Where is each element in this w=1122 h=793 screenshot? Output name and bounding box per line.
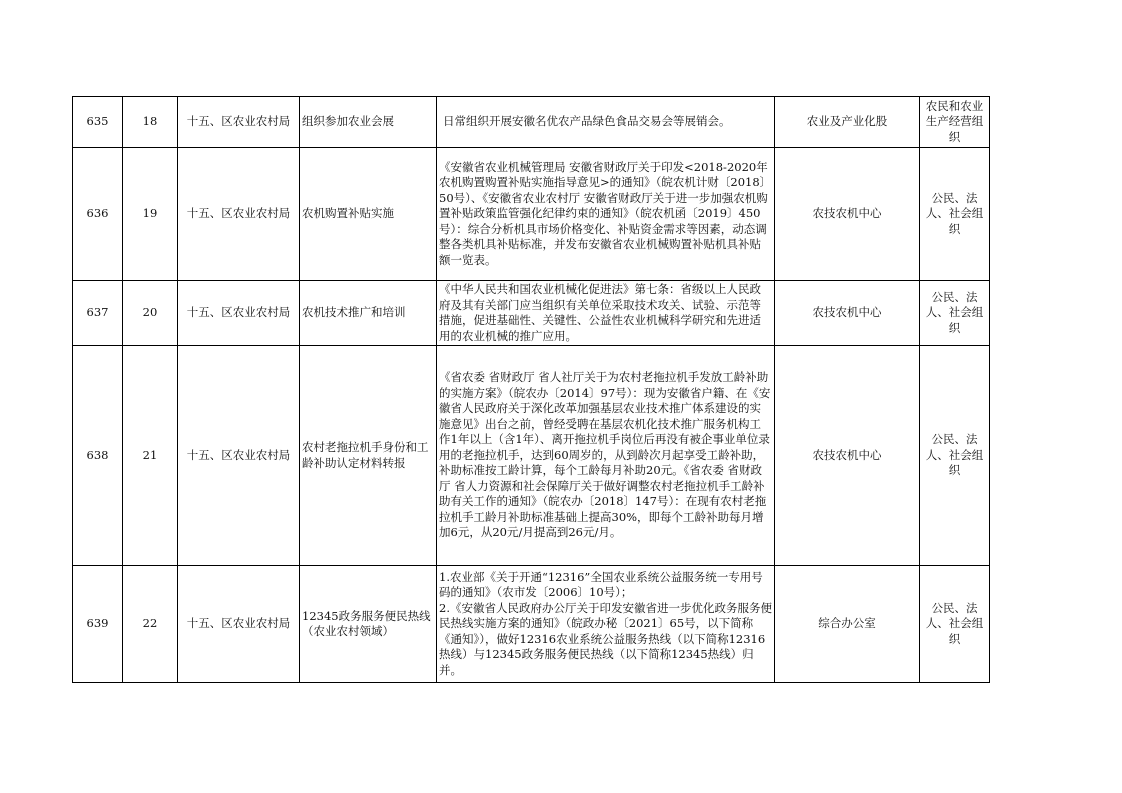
- unit-cell: 农业及产业化股: [775, 97, 920, 148]
- department-cell: 十五、区农业农村局: [178, 281, 300, 346]
- department-cell: 十五、区农业农村局: [178, 566, 300, 683]
- sub-seq-cell: 20: [123, 281, 178, 346]
- table-row: [73, 148, 990, 281]
- table-row: [73, 281, 990, 346]
- item-cell: 农机购置补贴实施: [300, 148, 437, 281]
- unit-cell: 农技农机中心: [775, 281, 920, 346]
- unit-cell: 农技农机中心: [775, 148, 920, 281]
- basis-text: 日常组织开展安徽名优农产品绿色食品交易会等展销会。: [443, 114, 731, 129]
- basis-text: 《安徽省农业机械管理局 安徽省财政厅关于印发<2018-2020年农机购置购置补贴实施指导意见>的通知》（皖农机计财〔2018〕50号）、《安徽省农业农村厅 安徽省财政厅关于进一步加强农机购置补贴政策监管强化纪律约束的通知》（皖农机函〔2019〕450号）：综合分析机具市场价格变化、补贴资金需求等因素，动态调整各类机具补贴标准，并发布安徽省农业机械购置补贴机具补贴额一览表。: [439, 159, 772, 267]
- sub-seq-cell: 18: [123, 97, 178, 148]
- basis-text: 2.《安徽省人民政府办公厅关于印发安徽省进一步优化政务服务便民热线实施方案的通知》（皖政办秘〔2021〕65号，以下简称《通知》），做好12316农业系统公益服务热线（以下简称12316热线）与12345政务服务便民热线（以下简称12345热线）归并。: [439, 600, 772, 677]
- item-cell: 农村老拖拉机手身份和工龄补助认定材料转报: [300, 346, 437, 566]
- department-cell: 十五、区农业农村局: [178, 148, 300, 281]
- seq-cell: 635: [73, 97, 123, 148]
- seq-cell: 638: [73, 346, 123, 566]
- sub-seq-cell: 19: [123, 148, 178, 281]
- basis-text: 《省农委 省财政厅 省人社厅关于为农村老拖拉机手发放工龄补助的实施方案》（皖农办〔2014〕97号）：现为安徽省户籍、在《安徽省人民政府关于深化改革加强基层农业技术推广体系建设的实施意见》出台之前，曾经受聘在基层农机化技术推广服务机构工作1年以上（含1年）、离开拖拉机手岗位后再没有被企事业单位录用的老拖拉机手，达到60周岁的，从到龄次月起享受工龄补助，补助标准按工龄计算，每个工龄每月补助20元。《省农委 省财政厅 省人力资源和社会保障厅关于做好调整农村老拖拉机手工龄补助有关工作的通知》（皖农办〔2018〕147号）：在现有农村老拖拉机手工龄月补助标准基础上提高30%，即每个工龄补助每月增加6元，从20元/月提高到26元/月。: [439, 370, 771, 540]
- target-cell: 公民、法人、社会组织: [920, 346, 990, 566]
- target-cell: 公民、法人、社会组织: [920, 566, 990, 683]
- department-cell: 十五、区农业农村局: [178, 97, 300, 148]
- item-cell: 农机技术推广和培训: [300, 281, 437, 346]
- target-cell: 农民和农业生产经营组织: [920, 97, 990, 148]
- target-cell: 公民、法人、社会组织: [920, 281, 990, 346]
- seq-cell: 636: [73, 148, 123, 281]
- basis-cell: [437, 281, 775, 346]
- department-cell: 十五、区农业农村局: [178, 346, 300, 566]
- basis-text: 1.农业部《关于开通“12316”全国农业系统公益服务统一专用号码的通知》（农市发〔2006〕10号）；: [439, 569, 763, 600]
- unit-cell: 综合办公室: [775, 566, 920, 683]
- basis-cell: [437, 148, 775, 281]
- seq-cell: 637: [73, 281, 123, 346]
- table-row: [73, 346, 990, 566]
- basis-cell: [437, 97, 775, 148]
- basis-cell: [437, 566, 775, 683]
- basis-cell: [437, 346, 775, 566]
- sub-seq-cell: 21: [123, 346, 178, 566]
- target-cell: 公民、法人、社会组织: [920, 148, 990, 281]
- basis-text: 《中华人民共和国农业机械化促进法》第七条：省级以上人民政府及其有关部门应当组织有关单位采取技术攻关、试验、示范等措施，促进基础性、关键性、公益性农业机械科学研究和先进适用的农业机械的推广应用。: [439, 282, 761, 343]
- sub-seq-cell: 22: [123, 566, 178, 683]
- seq-cell: 639: [73, 566, 123, 683]
- unit-cell: 农技农机中心: [775, 346, 920, 566]
- item-cell: 12345政务服务便民热线（农业农村领域）: [300, 566, 437, 683]
- item-cell: 组织参加农业会展: [300, 97, 437, 148]
- table-row: [73, 566, 990, 683]
- service-list-table: [72, 96, 990, 683]
- table-row: [73, 97, 990, 148]
